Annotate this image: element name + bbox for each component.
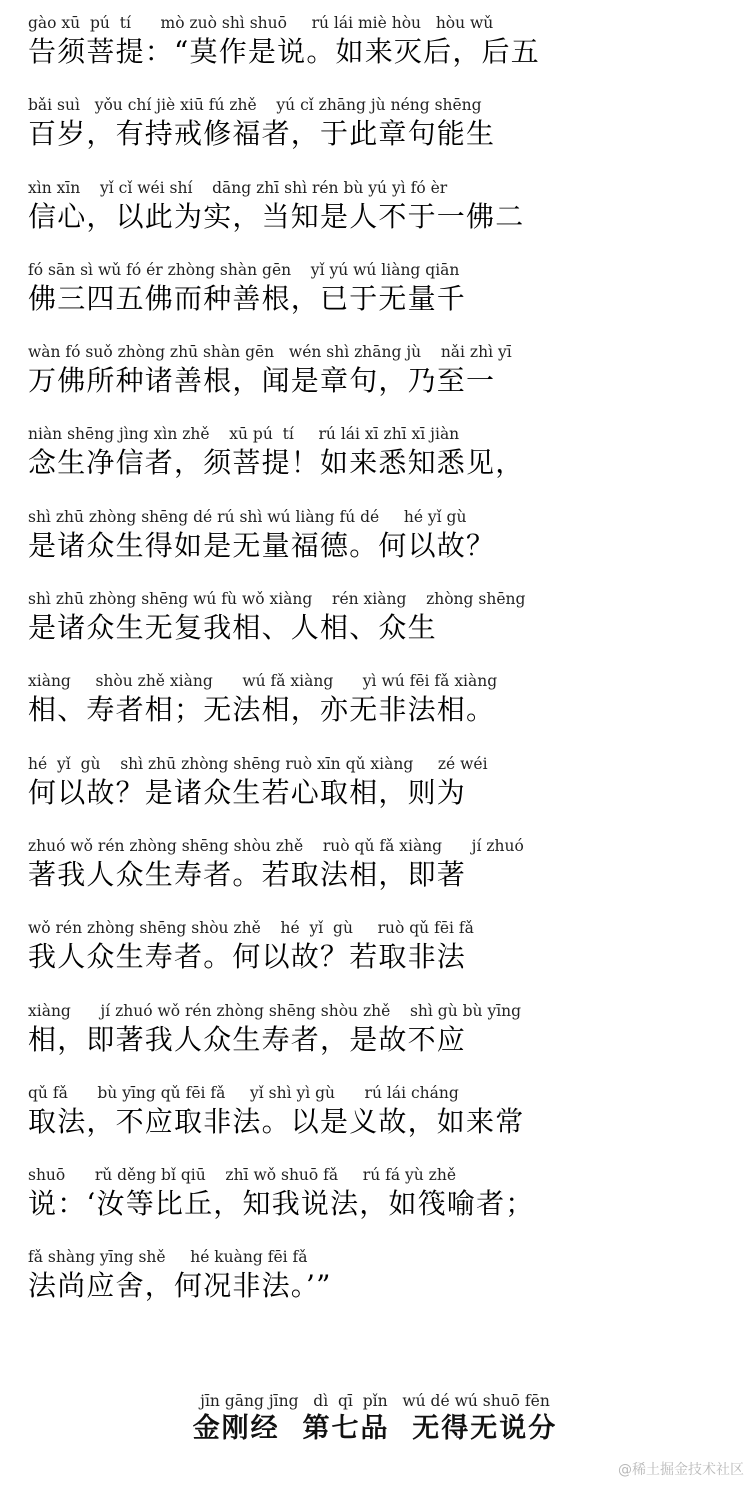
pinyin-line: shuō rǔ děng bǐ qiū zhī wǒ shuō fǎ rú fá yù zhě (28, 1166, 456, 1185)
text-line (28, 588, 722, 670)
hanzi-line: 是诸众生无复我相、人相、众生 (28, 611, 437, 645)
hanzi-line: 何以故？是诸众生若心取相，则为 (28, 775, 467, 809)
pinyin-line: wǒ rén zhòng shēng shòu zhě hé yǐ gù ruò qǔ fēi fǎ (28, 919, 474, 938)
text-line (28, 341, 722, 423)
text-line (28, 177, 722, 259)
pinyin-line: xiàng jí zhuó wǒ rén zhòng shēng shòu zhě shì gù bù yīng (28, 1001, 522, 1020)
pinyin-line: bǎi suì yǒu chí jiè xiū fú zhě yú cǐ zhāng jù néng shēng (28, 96, 482, 115)
hanzi-line: 念生净信者，须菩提！如来悉知悉见， (28, 446, 525, 480)
pinyin-line: wàn fó suǒ zhòng zhū shàn gēn wén shì zhāng jù nǎi zhì yī (28, 343, 512, 362)
text-line (28, 753, 722, 835)
text-line (28, 94, 722, 176)
hanzi-line: 相、寿者相；无法相，亦无非法相。 (28, 693, 496, 727)
hanzi-line: 相，即著我人众生寿者，是故不应 (28, 1022, 467, 1056)
pinyin-line: xiàng shòu zhě xiàng wú fǎ xiàng yì wú fēi fǎ xiàng (28, 672, 498, 691)
chapter-heading-title: 金刚经 第七品 无得无说分 (192, 1413, 558, 1444)
text-line (28, 423, 722, 505)
watermark: @稀土掘金技术社区 (618, 1462, 744, 1478)
text-line (28, 1246, 722, 1328)
hanzi-line: 佛三四五佛而种善根，已于无量千 (28, 281, 467, 315)
text-line (28, 835, 722, 917)
chapter-heading (0, 1390, 750, 1446)
pinyin-line: niàn shēng jìng xìn zhě xū pú tí rú lái xī zhī xī jiàn (28, 425, 460, 444)
text-line (28, 259, 722, 341)
scripture-text (28, 12, 722, 1329)
text-line (28, 1000, 722, 1082)
text-line (28, 670, 722, 752)
pinyin-line: fó sān sì wǔ fó ér zhòng shàn gēn yǐ yú wú liàng qiān (28, 260, 460, 279)
hanzi-line: 百岁，有持戒修福者，于此章句能生 (28, 117, 496, 151)
hanzi-line: 是诸众生得如是无量福德。何以故？ (28, 528, 496, 562)
hanzi-line: 我人众生寿者。何以故？若取非法 (28, 940, 467, 974)
text-line (28, 917, 722, 999)
hanzi-line: 著我人众生寿者。若取法相，即著 (28, 857, 467, 891)
pinyin-line: qǔ fǎ bù yīng qǔ fēi fǎ yǐ shì yì gù rú lái cháng (28, 1083, 459, 1102)
hanzi-line: 万佛所种诸善根，闻是章句，乃至一 (28, 364, 496, 398)
pinyin-line: fǎ shàng yīng shě hé kuàng fēi fǎ (28, 1248, 308, 1267)
pinyin-line: gào xū pú tí mò zuò shì shuō rú lái miè hòu hòu wǔ (28, 14, 494, 32)
hanzi-line: 说：‘汝等比丘，知我说法，如筏喻者； (28, 1187, 535, 1221)
chapter-heading-pinyin: jīn gāng jīng dì qī pǐn wú dé wú shuō fēn (200, 1392, 550, 1410)
pinyin-line: shì zhū zhòng shēng dé rú shì wú liàng fú dé hé yǐ gù (28, 507, 467, 526)
pinyin-line: hé yǐ gù shì zhū zhòng shēng ruò xīn qǔ xiàng zé wéi (28, 754, 488, 773)
hanzi-line: 信心，以此为实，当知是人不于一佛二 (28, 199, 525, 233)
pinyin-line: shì zhū zhòng shēng wú fù wǒ xiàng rén xiàng zhòng shēng (28, 590, 526, 609)
hanzi-line: 法尚应舍，何况非法。’” (28, 1269, 332, 1303)
hanzi-line: 取法，不应取非法。以是义故，如来常 (28, 1104, 525, 1138)
hanzi-line: 告须菩提：“莫作是说。如来灭后，后五 (28, 35, 540, 68)
pinyin-line: zhuó wǒ rén zhòng shēng shòu zhě ruò qǔ fǎ xiàng jí zhuó (28, 836, 524, 855)
text-line (28, 506, 722, 588)
pinyin-line: xìn xīn yǐ cǐ wéi shí dāng zhī shì rén bù yú yì fó èr (28, 178, 448, 197)
text-line (28, 12, 722, 94)
text-line (28, 1164, 722, 1246)
text-line (28, 1082, 722, 1164)
